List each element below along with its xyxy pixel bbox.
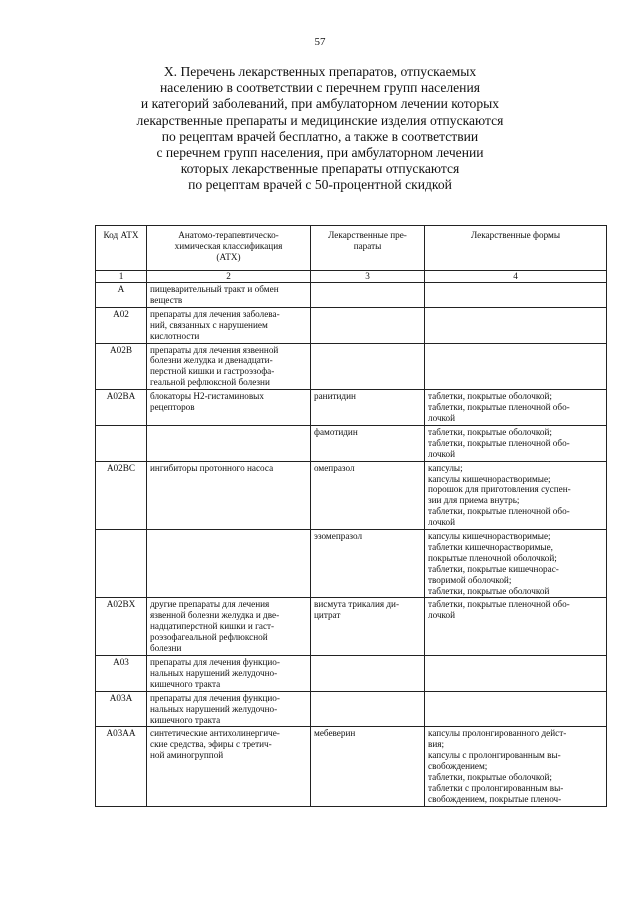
heading-line: и категорий заболеваний, при амбулаторном лечении которых [140,96,500,112]
dosage-forms-cell: капсулы кишечнорастворимые; таблетки кишечнорастворимые, покрытые пленочной оболочкой; таблетки, покрытые кишечнорас- творимой оболочкой; таблетки, покрытые оболочкой [425,530,607,598]
atc-code-cell: A [96,283,147,308]
atc-code-cell: A02BC [96,461,147,529]
dosage-forms-cell: таблетки, покрытые пленочной обо- лочкой [425,598,607,656]
atc-classification-cell [147,530,311,598]
drug-name-cell: эзомепразол [311,530,425,598]
dosage-forms-cell: таблетки, покрытые оболочкой; таблетки, покрытые пленочной обо- лочкой [425,425,607,461]
column-number: 1 [96,271,147,283]
dosage-forms-cell: капсулы; капсулы кишечнорастворимые; порошок для приготовления суспен- зии для приема внутрь; таблетки, покрытые пленочной обо- лочкой [425,461,607,529]
drug-name-cell [311,656,425,692]
table-row [96,283,607,308]
table-header-row [96,226,607,271]
header-atc-classification: Анатомо-терапевтическо- химическая классификация (АТХ) [147,226,311,271]
heading-line: которых лекарственные препараты отпускаются [180,161,460,177]
atc-classification-cell: препараты для лечения функцио- нальных нарушений желудочно- кишечного тракта [147,691,311,727]
table-row [96,307,607,343]
table-row [96,425,607,461]
table-row [96,656,607,692]
atc-classification-cell: препараты для лечения заболева- ний, связанных с нарушением кислотности [147,307,311,343]
dosage-forms-cell [425,283,607,308]
table-row [96,343,607,390]
table-row [96,461,607,529]
atc-code-cell: A02 [96,307,147,343]
heading-line: населению в соответствии с перечнем групп населения [160,80,480,96]
header-dosage-forms: Лекарственные формы [425,226,607,271]
drug-name-cell [311,307,425,343]
atc-code-cell: A03AA [96,727,147,806]
dosage-forms-cell: таблетки, покрытые оболочкой; таблетки, покрытые пленочной обо- лочкой [425,390,607,426]
atc-code-cell: A03 [96,656,147,692]
header-drugs: Лекарственные пре- параты [311,226,425,271]
dosage-forms-cell [425,691,607,727]
heading-line: X. Перечень лекарственных препаратов, отпускаемых [163,64,477,79]
drug-name-cell: фамотидин [311,425,425,461]
dosage-forms-cell: капсулы пролонгированного дейст- вия; капсулы с пролонгированным вы- свобождением; таблетки, покрытые оболочкой; таблетки с пролонгированным вы- свобождением, покрытые пленоч- [425,727,607,806]
column-number: 4 [425,271,607,283]
table-row [96,390,607,426]
heading-line: с перечнем групп населения, при амбулаторном лечении [156,145,484,161]
atc-code-cell [96,425,147,461]
column-number-row [96,271,607,283]
table-row [96,530,607,598]
drug-name-cell: ранитидин [311,390,425,426]
atc-code-cell: A02BA [96,390,147,426]
atc-classification-cell: другие препараты для лечения язвенной болезни желудка и две- надцатиперстной кишки и гаст- роэзофагеальной рефлюксной болезни [147,598,311,656]
atc-classification-cell: препараты для лечения функцио- нальных нарушений желудочно- кишечного тракта [147,656,311,692]
atc-code-cell [96,530,147,598]
atc-code-cell: A02B [96,343,147,390]
drug-name-cell [311,343,425,390]
heading-line: по рецептам врачей с 50-процентной скидкой [188,177,452,193]
drug-name-cell: омепразол [311,461,425,529]
atc-classification-cell: ингибиторы протонного насоса [147,461,311,529]
table-row [96,727,607,806]
atc-classification-cell [147,425,311,461]
atc-classification-cell: синтетические антихолинергиче- ские средства, эфиры с третич- ной аминогруппой [147,727,311,806]
dosage-forms-cell [425,343,607,390]
dosage-forms-cell [425,307,607,343]
atc-code-cell: A03A [96,691,147,727]
atc-classification-cell: препараты для лечения язвенной болезни желудка и двенадцати- перстной кишки и гастроэзофа- геальной рефлюксной болезни [147,343,311,390]
section-heading [90,64,550,194]
atc-classification-cell: блокаторы Н2-гистаминовых рецепторов [147,390,311,426]
column-number: 3 [311,271,425,283]
table-row [96,598,607,656]
heading-line: по рецептам врачей бесплатно, а также в соответствии [161,128,479,144]
heading-line: лекарственные препараты и медицинские изделия отпускаются [136,112,504,128]
drug-name-cell [311,283,425,308]
drug-name-cell: мебеверин [311,727,425,806]
page-number: 57 [314,36,326,48]
column-number: 2 [147,271,311,283]
drug-list-table [95,225,607,807]
drug-name-cell [311,691,425,727]
header-atc-code: Код АТХ [96,226,147,271]
dosage-forms-cell [425,656,607,692]
atc-classification-cell: пищеварительный тракт и обмен веществ [147,283,311,308]
atc-code-cell: A02BX [96,598,147,656]
table-row [96,691,607,727]
drug-name-cell: висмута трикалия ди- цитрат [311,598,425,656]
